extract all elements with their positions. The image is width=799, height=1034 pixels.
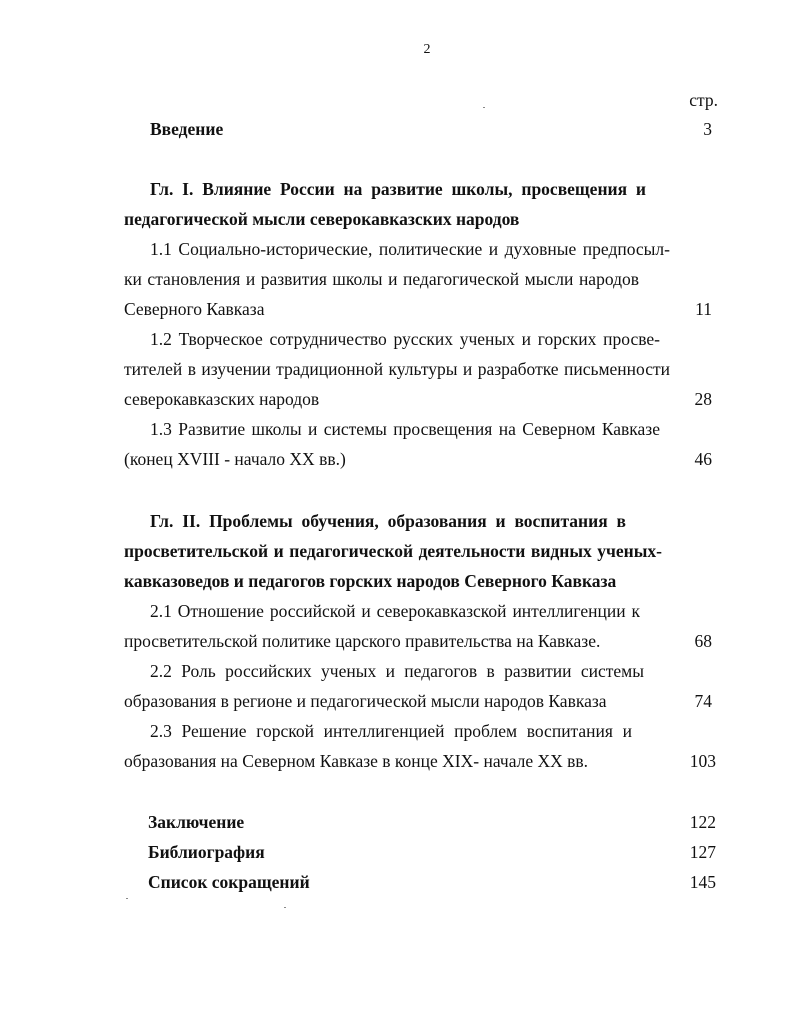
section-2-3-line1: 2.3 Решение горской интеллигенцией проблем воспитания и bbox=[150, 721, 632, 741]
section-2-2-page: 74 bbox=[694, 691, 712, 711]
section-2-1-line1: 2.1 Отношение российской и северокавказской интеллигенции к bbox=[150, 601, 640, 621]
chapter2-title-line3: кавказоведов и педагогов горских народов Северного Кавказа bbox=[124, 571, 617, 591]
section-2-3-line2: образования на Северном Кавказе в конце XIX- начале XX вв. bbox=[124, 751, 589, 771]
section-1-1-page: 11 bbox=[695, 299, 712, 319]
scan-speck bbox=[483, 107, 485, 108]
section-1-2-line1: 1.2 Творческое сотрудничество русских ученых и горских просве- bbox=[150, 329, 660, 349]
toc-intro-label: Введение bbox=[150, 119, 224, 139]
chapter2-title-line2: просветительской и педагогической деятельности видных ученых- bbox=[124, 541, 662, 561]
chapter1-title-line1: Гл. I. Влияние России на развитие школы, просвещения и bbox=[150, 179, 646, 199]
section-1-2-page: 28 bbox=[694, 389, 712, 409]
toc-conclusion-page: 122 bbox=[689, 812, 716, 832]
section-1-1-line1: 1.1 Социально-исторические, политические и духовные предпосыл- bbox=[150, 239, 670, 259]
section-1-3-line1: 1.3 Развитие школы и системы просвещения на Северном Кавказе bbox=[150, 419, 660, 439]
section-2-2-line2: образования в регионе и педагогической мысли народов Кавказа bbox=[124, 691, 607, 711]
toc-conclusion-label: Заключение bbox=[148, 812, 245, 832]
section-2-1-line2: просветительской политике царского правительства на Кавказе. bbox=[124, 631, 601, 651]
scan-speck bbox=[284, 907, 286, 908]
section-1-3-line2: (конец XVIII - начало XX вв.) bbox=[124, 449, 346, 469]
section-1-2-line2: тителей в изучении традиционной культуры и разработке письменности bbox=[124, 359, 670, 379]
section-2-2-line1: 2.2 Роль российских ученых и педагогов в развитии системы bbox=[150, 661, 644, 681]
page-column-header: стр. bbox=[689, 90, 718, 110]
scan-speck bbox=[126, 898, 128, 899]
chapter1-title-line2: педагогической мысли северокавказских народов bbox=[124, 209, 520, 229]
section-1-3-page: 46 bbox=[694, 449, 712, 469]
section-1-1-line2: ки становления и развития школы и педагогической мысли народов bbox=[124, 269, 639, 289]
toc-bibliography-label: Библиография bbox=[148, 842, 265, 862]
toc-abbreviations-page: 145 bbox=[689, 872, 716, 892]
section-2-1-page: 68 bbox=[694, 631, 712, 651]
chapter2-title-line1: Гл. II. Проблемы обучения, образования и воспитания в bbox=[150, 511, 626, 531]
toc-intro-page: 3 bbox=[703, 119, 712, 139]
section-2-3-page: 103 bbox=[689, 751, 716, 771]
section-1-2-line3: северокавказских народов bbox=[124, 389, 320, 409]
page-number: 2 bbox=[423, 42, 431, 57]
toc-bibliography-page: 127 bbox=[689, 842, 716, 862]
toc-abbreviations-label: Список сокращений bbox=[148, 872, 310, 892]
section-1-1-line3: Северного Кавказа bbox=[124, 299, 265, 319]
